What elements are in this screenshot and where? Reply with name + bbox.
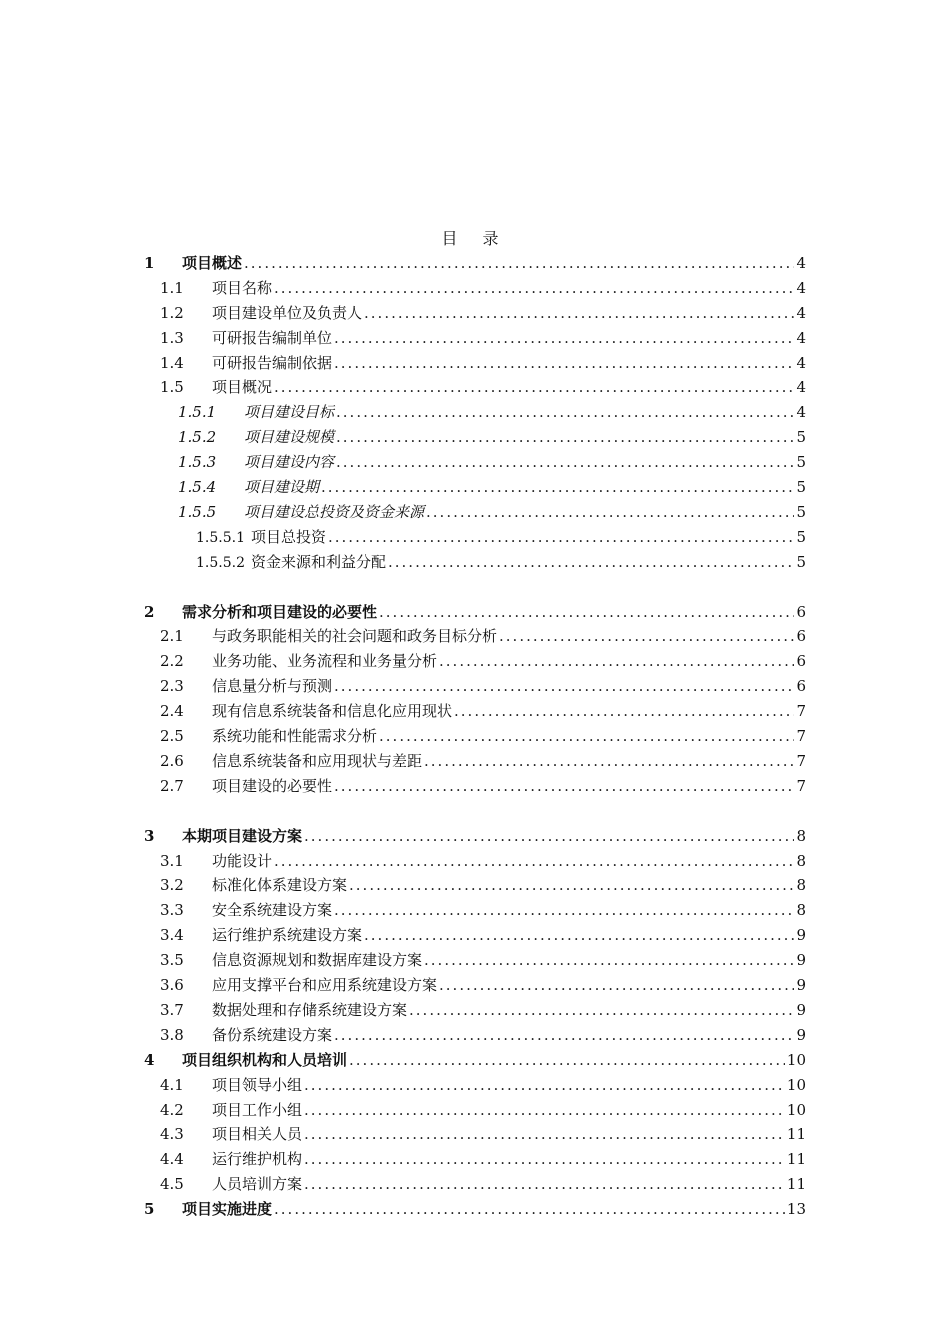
toc-entry-page: 4	[796, 378, 806, 397]
toc-entry-number: 5	[144, 1200, 155, 1219]
toc-dot-leader	[364, 304, 794, 322]
toc-dot-leader	[304, 1150, 785, 1168]
toc-entry-title: 备份系统建设方案	[212, 1025, 333, 1044]
toc-entry[interactable]	[140, 850, 806, 875]
toc-entry-number: 1.4	[160, 353, 184, 372]
toc-entry[interactable]	[140, 451, 806, 476]
toc-dot-leader	[424, 951, 794, 969]
toc-entry[interactable]	[140, 675, 806, 700]
toc-entry-title: 项目总投资	[250, 527, 326, 546]
toc-entry-page: 9	[796, 951, 806, 970]
toc-dot-leader	[244, 254, 794, 272]
toc-entry-title: 应用支撑平台和应用系统建设方案	[212, 976, 438, 995]
toc-entry-page: 9	[796, 1025, 806, 1044]
toc-entry-number: 1.5	[160, 378, 184, 397]
toc-entry-number: 4.5	[160, 1175, 184, 1194]
toc-entry-page: 8	[796, 851, 806, 870]
toc-entry-title: 项目建设总投资及资金来源	[244, 502, 425, 521]
toc-entry-title: 本期项目建设方案	[182, 826, 303, 845]
toc-entry[interactable]	[140, 501, 806, 526]
toc-entry[interactable]	[140, 1123, 806, 1148]
toc-entry-title: 需求分析和项目建设的必要性	[182, 602, 378, 621]
toc-entry[interactable]	[140, 252, 806, 277]
toc-entry-page: 8	[796, 876, 806, 895]
toc-entry-title: 项目建设单位及负责人	[212, 303, 363, 322]
toc-entry-page: 13	[786, 1200, 806, 1219]
toc-dot-leader	[334, 354, 794, 372]
toc-entry-number: 1.5.5	[178, 502, 217, 521]
toc-entry-page: 9	[796, 926, 806, 945]
toc-dot-leader	[336, 403, 794, 421]
toc-entry-number: 1	[144, 254, 155, 272]
toc-entry-number: 3.8	[160, 1025, 184, 1044]
toc-entry-page: 4	[796, 328, 806, 347]
toc-entry-number: 3.3	[160, 901, 184, 920]
toc-entry-page: 5	[796, 453, 806, 472]
toc-entry[interactable]	[140, 327, 806, 352]
toc-entry-page: 7	[796, 776, 806, 795]
toc-dot-leader	[274, 852, 794, 870]
toc-spacer	[140, 576, 806, 601]
toc-entry-number: 1.3	[160, 328, 184, 347]
toc-dot-leader	[321, 478, 794, 496]
toc-dot-leader	[304, 1101, 785, 1119]
toc-entry-title: 标准化体系建设方案	[212, 876, 348, 895]
toc-entry-page: 7	[796, 751, 806, 770]
toc-dot-leader	[274, 1200, 785, 1218]
toc-entry-page: 5	[796, 552, 806, 571]
toc-entry[interactable]	[140, 277, 806, 302]
toc-entry-number: 3.4	[160, 926, 184, 945]
toc-dot-leader	[328, 528, 794, 546]
toc-entry-title: 项目相关人员	[212, 1125, 303, 1144]
toc-entry[interactable]	[140, 426, 806, 451]
toc-entry-page: 6	[796, 677, 806, 696]
toc-entry-page: 5	[796, 478, 806, 497]
table-of-contents	[140, 252, 806, 1223]
toc-entry[interactable]	[140, 1099, 806, 1124]
toc-entry-page: 6	[796, 652, 806, 671]
toc-entry-page: 5	[796, 527, 806, 546]
toc-dot-leader	[379, 603, 794, 621]
toc-dot-leader	[334, 1026, 794, 1044]
toc-entry[interactable]	[140, 650, 806, 675]
toc-entry-number: 2.6	[160, 751, 184, 770]
toc-dot-leader	[274, 378, 794, 396]
toc-spacer	[140, 800, 806, 825]
toc-entry-number: 3.2	[160, 876, 184, 895]
toc-entry-number: 1.5.1	[178, 403, 217, 422]
toc-entry-title: 数据处理和存储系统建设方案	[212, 1000, 408, 1019]
toc-entry-title: 资金来源和利益分配	[250, 552, 386, 571]
toc-entry[interactable]	[140, 302, 806, 327]
toc-entry-title: 项目概况	[212, 378, 273, 397]
toc-entry-page: 4	[796, 278, 806, 297]
toc-entry-title: 业务功能、业务流程和业务量分析	[212, 652, 438, 671]
toc-entry-number: 1.5.3	[178, 453, 217, 472]
toc-entry[interactable]	[140, 924, 806, 949]
toc-entry[interactable]	[140, 1024, 806, 1049]
toc-entry[interactable]	[140, 352, 806, 377]
toc-dot-leader	[334, 677, 794, 695]
toc-entry-number: 3	[144, 826, 155, 845]
toc-dot-leader	[349, 876, 794, 894]
toc-entry-page: 4	[796, 403, 806, 422]
toc-entry-title: 信息系统装备和应用现状与差距	[212, 751, 423, 770]
toc-entry-page: 4	[796, 303, 806, 322]
toc-entry[interactable]	[140, 401, 806, 426]
toc-entry[interactable]	[140, 1173, 806, 1198]
toc-entry-number: 2	[144, 602, 155, 621]
toc-entry-page: 10	[786, 1050, 806, 1069]
toc-entry-page: 11	[786, 1175, 806, 1194]
toc-entry-number: 3.7	[160, 1000, 184, 1019]
toc-entry-number: 1.2	[160, 303, 184, 322]
toc-entry-title: 项目建设目标	[244, 403, 335, 422]
toc-entry[interactable]	[140, 725, 806, 750]
toc-entry[interactable]	[140, 476, 806, 501]
toc-entry[interactable]	[140, 700, 806, 725]
toc-entry-page: 11	[786, 1125, 806, 1144]
toc-entry-number: 1.5.5.1	[196, 529, 245, 546]
toc-entry-title: 项目建设规模	[244, 428, 335, 447]
toc-entry-number: 2.7	[160, 776, 184, 795]
toc-entry-number: 2.1	[160, 627, 184, 646]
toc-entry-title: 可研报告编制单位	[212, 328, 333, 347]
toc-entry-page: 10	[786, 1100, 806, 1119]
toc-dot-leader	[499, 627, 794, 645]
toc-entry-title: 运行维护系统建设方案	[212, 926, 363, 945]
toc-entry-page: 9	[796, 1000, 806, 1019]
toc-entry-title: 项目建设的必要性	[212, 776, 333, 795]
toc-entry-number: 3.5	[160, 951, 184, 970]
toc-entry[interactable]	[140, 625, 806, 650]
toc-dot-leader	[424, 752, 794, 770]
toc-dot-leader	[304, 1125, 785, 1143]
toc-entry-page: 8	[796, 901, 806, 920]
toc-entry-number: 4.3	[160, 1125, 184, 1144]
toc-entry[interactable]	[140, 551, 806, 576]
toc-dot-leader	[334, 777, 794, 795]
toc-entry-page: 6	[796, 627, 806, 646]
toc-entry-number: 4	[144, 1050, 155, 1069]
toc-dot-leader	[409, 1001, 794, 1019]
toc-entry-page: 5	[796, 502, 806, 521]
toc-entry[interactable]	[140, 750, 806, 775]
toc-entry-page: 10	[786, 1075, 806, 1094]
toc-entry-title: 人员培训方案	[212, 1175, 303, 1194]
toc-entry-page: 8	[796, 826, 806, 845]
toc-entry-number: 3.1	[160, 851, 184, 870]
toc-entry[interactable]	[140, 1148, 806, 1173]
toc-entry-title: 项目建设期	[244, 478, 320, 497]
toc-dot-leader	[336, 453, 794, 471]
toc-entry-title: 运行维护机构	[212, 1150, 303, 1169]
toc-entry-page: 6	[796, 602, 806, 621]
toc-dot-leader	[439, 652, 794, 670]
toc-entry-title: 项目名称	[212, 278, 273, 297]
toc-entry[interactable]	[140, 999, 806, 1024]
toc-entry[interactable]	[140, 601, 806, 626]
toc-entry[interactable]	[140, 1074, 806, 1099]
toc-entry-title: 信息量分析与预测	[212, 677, 333, 696]
toc-entry-title: 信息资源规划和数据库建设方案	[212, 951, 423, 970]
toc-entry[interactable]	[140, 825, 806, 850]
toc-entry-title: 项目建设内容	[244, 453, 335, 472]
toc-title: 目 录	[441, 229, 509, 248]
toc-dot-leader	[364, 926, 794, 944]
toc-entry-page: 5	[796, 428, 806, 447]
toc-entry[interactable]	[140, 376, 806, 401]
toc-entry[interactable]	[140, 949, 806, 974]
toc-entry-page: 4	[796, 254, 806, 272]
toc-dot-leader	[304, 1175, 785, 1193]
toc-entry-page: 7	[796, 727, 806, 746]
toc-entry-number: 1.1	[160, 278, 184, 297]
toc-entry-number: 1.5.4	[178, 478, 217, 497]
toc-entry-title: 可研报告编制依据	[212, 353, 333, 372]
toc-entry[interactable]	[140, 1198, 806, 1223]
toc-dot-leader	[304, 827, 794, 845]
toc-entry-number: 4.2	[160, 1100, 184, 1119]
toc-entry-number: 1.5.2	[178, 428, 217, 447]
toc-entry[interactable]	[140, 899, 806, 924]
toc-entry-number: 2.4	[160, 702, 184, 721]
toc-entry-page: 7	[796, 702, 806, 721]
toc-dot-leader	[274, 279, 794, 297]
toc-dot-leader	[334, 901, 794, 919]
toc-dot-leader	[336, 428, 794, 446]
toc-entry-number: 2.2	[160, 652, 184, 671]
toc-entry-title: 项目工作小组	[212, 1100, 303, 1119]
toc-entry[interactable]	[140, 1049, 806, 1074]
toc-entry-number: 4.4	[160, 1150, 184, 1169]
toc-entry-title: 系统功能和性能需求分析	[212, 727, 378, 746]
toc-entry[interactable]	[140, 526, 806, 551]
toc-dot-leader	[334, 329, 794, 347]
toc-entry-number: 1.5.5.2	[196, 554, 245, 571]
toc-dot-leader	[426, 503, 794, 521]
toc-entry[interactable]	[140, 874, 806, 899]
toc-entry-title: 与政务职能相关的社会问题和政务目标分析	[212, 627, 498, 646]
toc-entry-title: 项目实施进度	[182, 1200, 273, 1219]
toc-entry-title: 项目概述	[182, 254, 243, 272]
toc-entry-page: 11	[786, 1150, 806, 1169]
toc-entry-page: 9	[796, 976, 806, 995]
toc-entry-title: 项目领导小组	[212, 1075, 303, 1094]
toc-entry-title: 现有信息系统装备和信息化应用现状	[212, 702, 453, 721]
toc-entry[interactable]	[140, 974, 806, 999]
toc-entry[interactable]	[140, 775, 806, 800]
toc-entry-title: 功能设计	[212, 851, 273, 870]
toc-entry-number: 4.1	[160, 1075, 184, 1094]
toc-dot-leader	[454, 702, 794, 720]
toc-dot-leader	[388, 553, 794, 571]
toc-dot-leader	[304, 1076, 785, 1094]
toc-entry-number: 3.6	[160, 976, 184, 995]
toc-entry-number: 2.5	[160, 727, 184, 746]
toc-entry-number: 2.3	[160, 677, 184, 696]
toc-entry-page: 4	[796, 353, 806, 372]
toc-dot-leader	[439, 976, 794, 994]
toc-dot-leader	[379, 727, 794, 745]
toc-entry-title: 项目组织机构和人员培训	[182, 1050, 348, 1069]
toc-entry-title: 安全系统建设方案	[212, 901, 333, 920]
toc-dot-leader	[349, 1051, 785, 1069]
